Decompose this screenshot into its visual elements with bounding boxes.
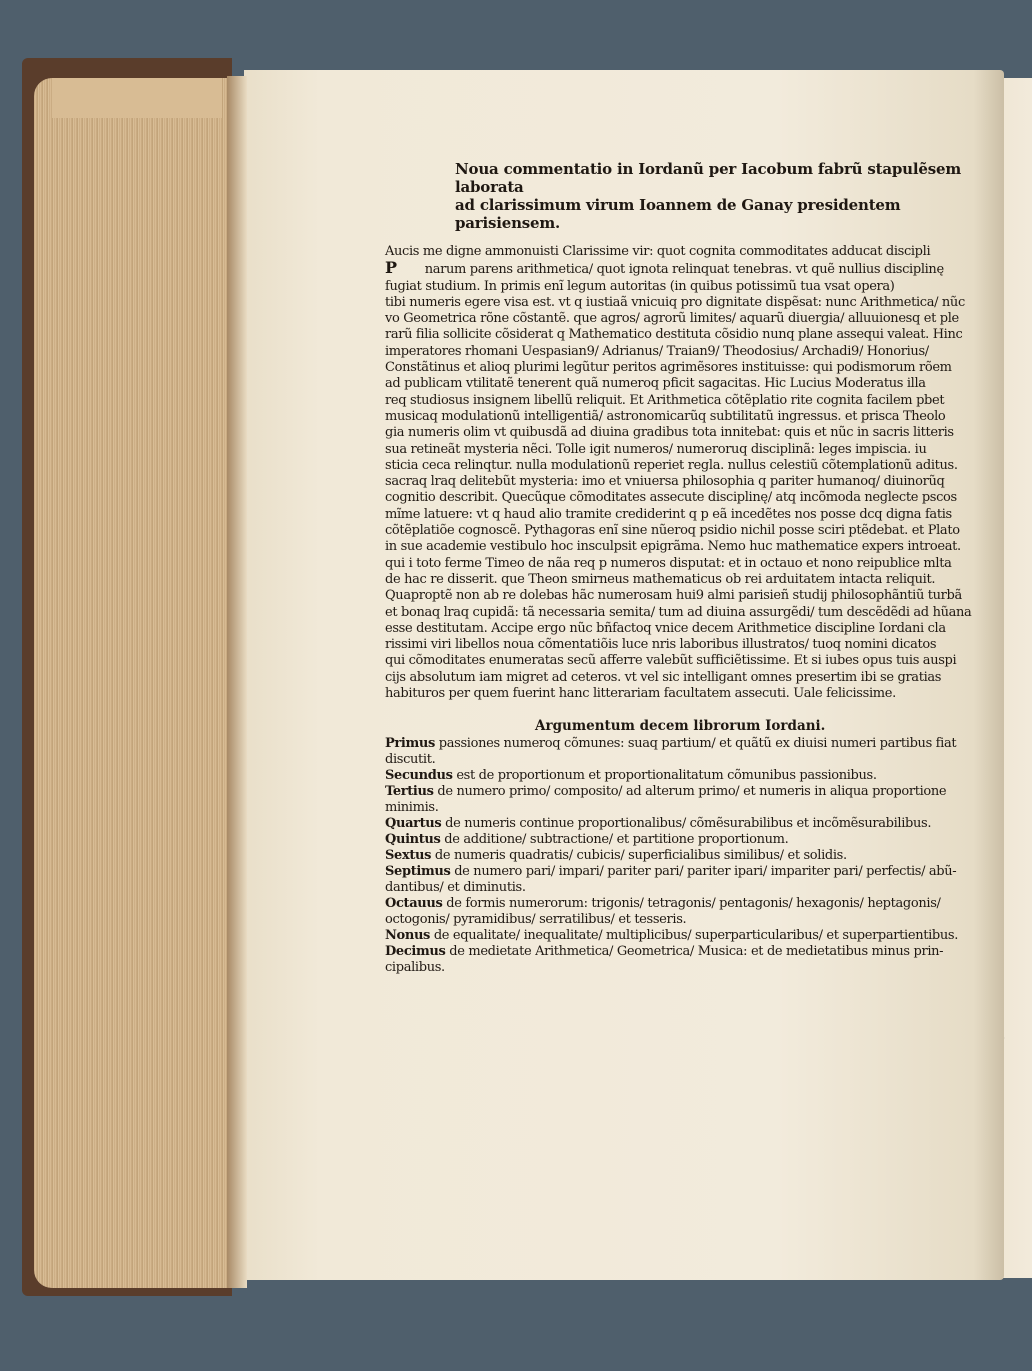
argument-item-text: de numeris continue proportionalibus/ cõmẽsurabilibus et incõmẽsurabilibus.: [441, 816, 932, 832]
body-line: [385, 376, 965, 392]
body-line: [385, 344, 965, 360]
body-line-text: rissimi viri libellos noua cõmentatiõis luce nris laboribus illustratos/ tuoq nomini dicatos: [385, 637, 937, 653]
body-line-text: esse destitutam. Accipe ergo nũc bñfactoq vnice decem Arithmetice discipline Iordani cla: [385, 620, 946, 636]
body-line: [385, 686, 965, 702]
heading: [455, 160, 965, 232]
argument-item-text: de formis numerorum: trigonis/ tetragonis/ pentagonis/ hexagonis/ heptagonis/ octogonis/ pyramidibus/ serratilibus/ et tesseris.: [385, 896, 941, 928]
body-line: [385, 621, 965, 637]
body-line-text: habituros per quem fuerint hanc litterariam facultatem assecuti. Uale felicissime.: [385, 686, 896, 702]
body-line: [385, 507, 965, 523]
body-line-text: Quaproptẽ non ab re dolebas hãc numerosam hui9 almi parisieñ studij philosophãntiũ turbã: [385, 588, 962, 604]
body-line-text: in sue academie vestibulo hoc insculpsit epigrãma. Nemo huc mathematice expers introeat.: [385, 539, 961, 555]
argument-item-text: de numeris quadratis/ cubicis/ superficialibus similibus/ et solidis.: [431, 848, 847, 864]
body-line-text: musicaq modulationũ intelligentiã/ astronomicarũq subtilitatũ ingressus. et prisca Theolo: [385, 408, 946, 424]
body-line: [385, 572, 965, 588]
body-line-text: cõtẽplatiõe cognoscẽ. Pythagoras enĩ sine nũeroq psidio nichil posse sciri ptẽdebat. et Plato: [385, 523, 960, 539]
body-line-text: fugiat studium. In primis enĩ legum autoritas (in quibus potissimũ tua vsat opera): [385, 278, 895, 294]
body-line: [385, 637, 965, 653]
argument-item: [385, 816, 965, 832]
argument-item: [385, 848, 965, 864]
body-line-text: cognitio describit. Quecũque cõmoditates assecute disciplinę/ atq incõmoda neglecte pscos: [385, 490, 957, 506]
page-edges-top: [52, 78, 222, 118]
body-line: [385, 490, 965, 506]
argument-item-text: de additione/ subtractione/ et partitione proportionum.: [440, 832, 789, 848]
argument-item-text: de medietate Arithmetica/ Geometrica/ Musica: et de medietatibus minus prin- cipalibus.: [385, 944, 944, 976]
body-line-text: et bonaq lraq cupidã: tã necessaria semita/ tum ad diuina assurgẽdi/ tum descẽdẽdi ad hũana: [385, 604, 972, 620]
argument-item-text: est de proportionum et proportionalitatum cõmunibus passionibus.: [452, 768, 877, 784]
body-line: [385, 474, 965, 490]
body-line-text: cijs absolutum iam migret ad ceteros. vt vel sic intelligant omnes presertim ibi se gratias: [385, 669, 942, 685]
argument-item-text: de numero primo/ composito/ ad alterum primo/ et numeris in aliqua proportione minimis.: [385, 784, 947, 816]
argument-item-text: de numero pari/ impari/ pariter pari/ pariter ipari/ impariter pari/ perfectis/ abũ- dantibus/ et diminutis.: [385, 864, 957, 896]
body-line-text: rarũ filia sollicite cõsiderat q Mathematico destituta cõsidio nunq plane assequi valeat. Hinc: [385, 327, 963, 343]
argument-item: [385, 864, 965, 896]
body-line: [385, 539, 965, 555]
body-line: [385, 327, 965, 343]
body-line-text: qui i toto ferme Timeo de nãa req p numeros disputat: et in octauo et nono reipublice mlta: [385, 555, 952, 571]
argument-item-lead: Decimus: [385, 944, 446, 960]
body-line: [385, 588, 965, 604]
argument-item: [385, 768, 965, 784]
body-line-text: mĩme latuere: vt q haud alio tramite crediderint q p eã incedẽtes nos posse dcq digna fatis: [385, 506, 952, 522]
body-line-text: sacraq lraq delitebũt mysteria: imo et vniuersa philosophia q pariter humanoq/ diuinorũq: [385, 474, 945, 490]
body-line: [385, 604, 972, 621]
body-line: [385, 653, 965, 669]
body-line: [385, 670, 965, 686]
body-line-text: Constãtinus et alioq plurimi legũtur peritos agrimẽsores instituisse: qui podismorum rõem: [385, 360, 952, 376]
page-edges: [34, 78, 234, 1288]
argument-item-lead: Nonus: [385, 928, 431, 944]
argument-item-lead: Tertius: [385, 784, 434, 800]
argument-item: [385, 784, 965, 816]
argument-item-lead: Primus: [385, 736, 435, 752]
body-line-text: sua retineãt mysteria nẽci. Tolle igit numeros/ numeroruq disciplinã: leges impiscia. iu: [385, 441, 927, 457]
body-line: [385, 244, 965, 260]
heading-line: Noua commentatio in Iordanũ per Iacobum fabrũ stapulẽsem laborata: [455, 160, 961, 196]
body-line: [385, 295, 965, 311]
body-text: [385, 244, 972, 702]
body-line: [385, 360, 965, 376]
argument-list: [385, 736, 965, 976]
body-line: [385, 523, 965, 539]
body-line: [385, 425, 965, 441]
argument-item: [385, 944, 965, 976]
argument-item-lead: Sextus: [385, 848, 432, 864]
body-line: [385, 409, 965, 425]
argument-item-lead: Quintus: [385, 832, 441, 848]
body-line-text: de hac re disserit. que Theon smirneus mathematicus ob rei arduitatem intacta reliquit.: [385, 571, 936, 587]
body-line-text: vo Geometrica rõne cõstantẽ. que agros/ agrorũ limites/ aquarũ diuergia/ alluuionesq et ple: [385, 311, 959, 327]
body-line-text: Aucis me digne ammonuisti Clarissime vir: quot cognita commoditates adducat discipli: [385, 244, 931, 259]
body-line: [385, 311, 965, 327]
gutter-shadow: [227, 76, 247, 1288]
argument-item: [385, 928, 965, 944]
argument-item-text: de equalitate/ inequalitate/ multiplicibus/ superparticularibus/ et superpartientibus.: [430, 928, 958, 944]
argument-item: [385, 896, 965, 928]
body-line-text: qui cõmoditates enumeratas secũ afferre valebũt sufficiẽtissime. Et si iubes opus tuis auspi: [385, 653, 957, 669]
drop-letter: P: [385, 258, 397, 278]
body-line-text: sticia ceca relinqtur. nulla modulationũ reperiet regla. nullus celestiũ cõtemplationũ aditus.: [385, 457, 958, 473]
body-line-text: gia numeris olim vt quibusdã ad diuina gradibus tota innitebat: quis et nũc in sacris litteris: [385, 425, 954, 441]
argument-item-lead: Octauus: [385, 896, 443, 912]
heading-line: ad clarissimum virum Ioannem de Ganay presidentem parisiensem.: [455, 196, 901, 232]
page-text: [385, 160, 972, 976]
argument-item-text: passiones numeroq cõmunes: suaq partium/ et quãtũ ex diuisi numeri partibus fiat discutit.: [385, 736, 957, 768]
argument-title: Argumentum decem librorum Iordani.: [535, 718, 826, 735]
body-line: [385, 279, 965, 295]
body-line-text: narum parens arithmetica/ quot ignota relinquat tenebras. vt quẽ nullius disciplinę: [424, 262, 944, 278]
body-line: [385, 442, 965, 458]
argument-item-lead: Quartus: [385, 816, 442, 832]
body-line: [385, 393, 965, 409]
argument-item-lead: Septimus: [385, 864, 451, 880]
body-line-text: req studiosus insignem libellũ reliquit. Et Arithmetica cõtẽplatio rite cognita facilem pbet: [385, 392, 945, 408]
body-line-text: tibi numeris egere visa est. vt q iustiaã vnicuiq pro dignitate dispẽsat: nunc Arithmetica/ nũc: [385, 294, 965, 310]
body-line-text: imperatores rhomani Uespasian9/ Adrianus/ Traian9/ Theodosius/ Archadi9/ Honorius/: [385, 343, 929, 359]
body-line: [385, 458, 965, 474]
argument-item: [385, 736, 965, 768]
body-line: [385, 556, 965, 572]
argument-item: [385, 832, 965, 848]
body-line-text: ad publicam vtilitatẽ tenerent quã numeroq pficit sagacitas. Hic Lucius Moderatus illa: [385, 376, 926, 392]
argument-item-lead: Secundus: [385, 768, 453, 784]
body-line: [385, 260, 965, 278]
